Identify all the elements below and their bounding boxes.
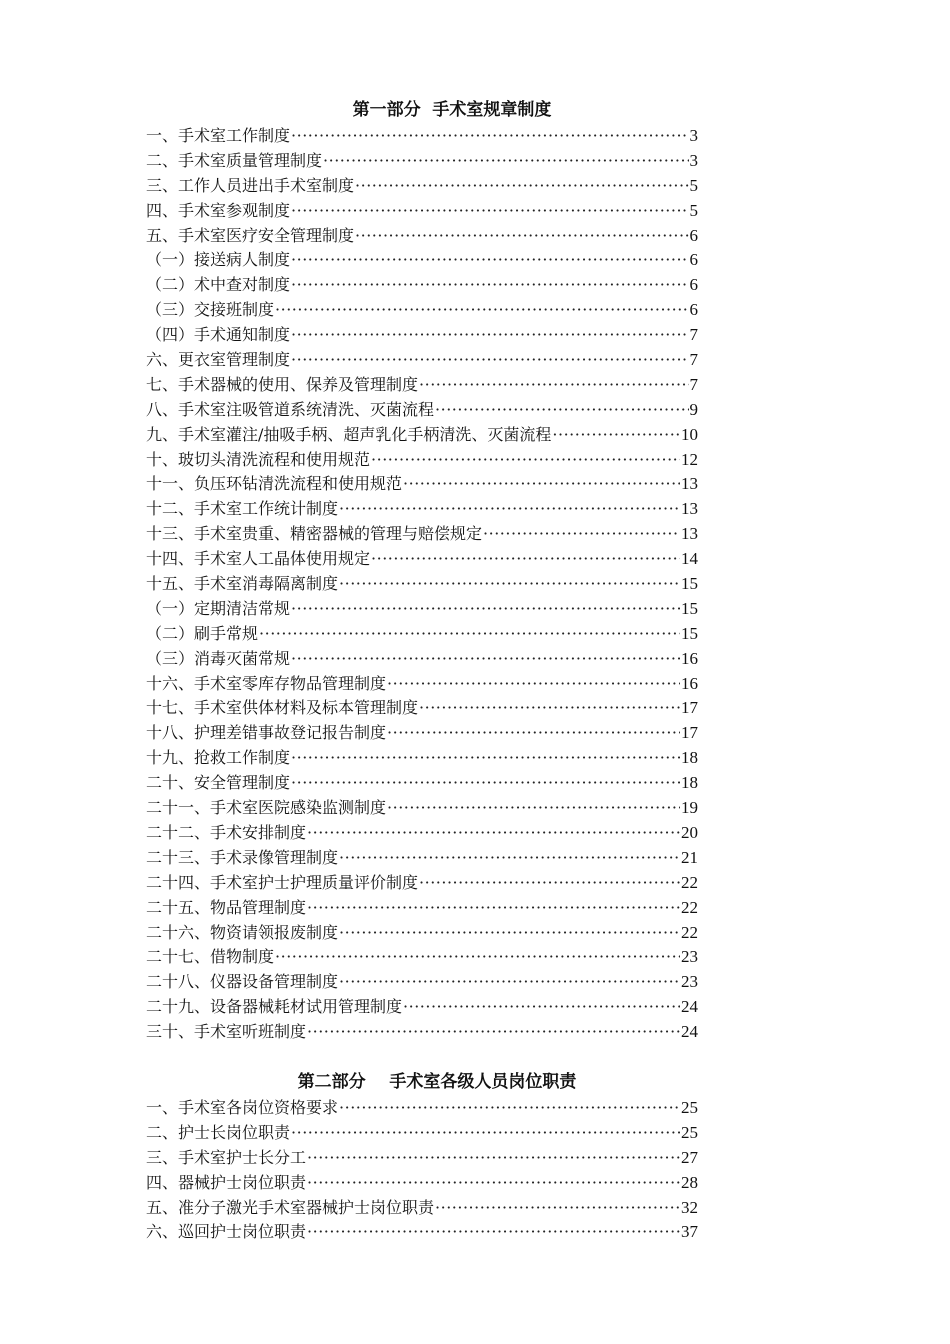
toc-item-page-number: 22 <box>681 897 698 917</box>
toc-item-label: 十三、手术室贵重、精密器械的管理与赔偿规定 <box>146 524 483 544</box>
toc-item[interactable] <box>146 522 698 547</box>
toc-item-label: 十九、抢救工作制度 <box>146 748 291 768</box>
toc-part-2 <box>146 1070 698 1245</box>
toc-dot-leader <box>355 174 688 199</box>
toc-dot-leader <box>387 672 680 697</box>
toc-item-label: （一）定期清洁常规 <box>146 598 291 618</box>
part-title: 第二部分 手术室各级人员岗位职责 <box>297 1072 577 1092</box>
toc-item-label: 三、手术室护士长分工 <box>146 1147 307 1167</box>
toc-item-label: 二十二、手术安排制度 <box>146 822 307 842</box>
toc-item[interactable] <box>146 1020 698 1045</box>
toc-item[interactable] <box>146 1220 698 1245</box>
toc-item[interactable] <box>146 672 698 697</box>
toc-item-page-number: 15 <box>681 623 698 643</box>
toc-item[interactable] <box>146 896 698 921</box>
toc-dot-leader <box>307 896 680 921</box>
toc-item[interactable] <box>146 945 698 970</box>
toc-item-page-number: 10 <box>681 424 698 444</box>
toc-item[interactable] <box>146 970 698 995</box>
toc-item-page-number: 7 <box>689 374 698 394</box>
toc-dot-leader <box>259 622 680 647</box>
toc-item[interactable] <box>146 174 698 199</box>
toc-dot-leader <box>307 1220 680 1245</box>
toc-item-label: 十、玻切头清洗流程和使用规范 <box>146 449 371 469</box>
toc-dot-leader <box>291 771 680 796</box>
toc-part-1 <box>146 98 698 1045</box>
toc-item-page-number: 6 <box>689 225 698 245</box>
toc-dot-leader <box>291 248 688 273</box>
toc-item-label: 七、手术器械的使用、保养及管理制度 <box>146 374 419 394</box>
toc-item[interactable] <box>146 298 698 323</box>
toc-item-page-number: 3 <box>689 150 698 170</box>
toc-item-page-number: 22 <box>681 922 698 942</box>
toc-dot-leader <box>419 871 680 896</box>
toc-list <box>146 1096 698 1245</box>
toc-item-page-number: 5 <box>689 175 698 195</box>
toc-item[interactable] <box>146 398 698 423</box>
toc-item-label: （一）接送病人制度 <box>146 250 291 270</box>
toc-item-page-number: 32 <box>681 1197 698 1217</box>
toc-item-page-number: 23 <box>681 972 698 992</box>
toc-dot-leader <box>339 572 680 597</box>
toc-dot-leader <box>339 846 680 871</box>
toc-item[interactable] <box>146 448 698 473</box>
toc-item[interactable] <box>146 721 698 746</box>
toc-item-page-number: 6 <box>689 275 698 295</box>
toc-item[interactable] <box>146 273 698 298</box>
toc-dot-leader <box>307 1171 680 1196</box>
toc-item[interactable] <box>146 796 698 821</box>
toc-item-label: 五、准分子激光手术室器械护士岗位职责 <box>146 1197 435 1217</box>
toc-item-label: 二十四、手术室护士护理质量评价制度 <box>146 872 419 892</box>
toc-dot-leader <box>291 1121 680 1146</box>
toc-dot-leader <box>307 821 680 846</box>
toc-dot-leader <box>339 970 680 995</box>
toc-item[interactable] <box>146 597 698 622</box>
toc-item-label: 四、手术室参观制度 <box>146 200 291 220</box>
toc-item-label: 十二、手术室工作统计制度 <box>146 499 339 519</box>
toc-item-page-number: 25 <box>681 1122 698 1142</box>
part-title: 第一部分 手术室规章制度 <box>352 100 552 120</box>
toc-item[interactable] <box>146 348 698 373</box>
toc-item-page-number: 13 <box>681 474 698 494</box>
toc-item-label: 八、手术室注吸管道系统清洗、灭菌流程 <box>146 399 435 419</box>
toc-item[interactable] <box>146 1171 698 1196</box>
toc-item[interactable] <box>146 1096 698 1121</box>
toc-dot-leader <box>435 1196 680 1221</box>
toc-item[interactable] <box>146 199 698 224</box>
toc-item-page-number: 15 <box>681 574 698 594</box>
toc-item[interactable] <box>146 821 698 846</box>
toc-item-label: （四）手术通知制度 <box>146 325 291 345</box>
toc-dot-leader <box>275 298 688 323</box>
toc-item[interactable] <box>146 423 698 448</box>
toc-item[interactable] <box>146 497 698 522</box>
toc-item-label: 一、手术室工作制度 <box>146 126 291 145</box>
toc-item-label: （二）术中查对制度 <box>146 275 291 295</box>
toc-item-page-number: 22 <box>681 872 698 892</box>
toc-dot-leader <box>403 472 680 497</box>
toc-item-page-number: 5 <box>689 200 698 220</box>
toc-item-label: 十五、手术室消毒隔离制度 <box>146 574 339 594</box>
toc-dot-leader <box>355 224 688 249</box>
toc-item-label: 九、手术室灌注/抽吸手柄、超声乳化手柄清洗、灭菌流程 <box>146 424 552 444</box>
toc-item[interactable] <box>146 846 698 871</box>
toc-item[interactable] <box>146 921 698 946</box>
toc-dot-leader <box>275 945 680 970</box>
toc-item-page-number: 12 <box>681 449 698 469</box>
toc-item-label: 三十、手术室听班制度 <box>146 1022 307 1042</box>
toc-item[interactable] <box>146 248 698 273</box>
toc-dot-leader <box>371 448 680 473</box>
toc-item-label: 四、器械护士岗位职责 <box>146 1172 307 1192</box>
toc-item-label: 六、更衣室管理制度 <box>146 350 291 370</box>
toc-dot-leader <box>339 921 680 946</box>
toc-item-page-number: 16 <box>681 673 698 693</box>
toc-dot-leader <box>323 149 688 174</box>
toc-item-page-number: 27 <box>681 1147 698 1167</box>
toc-item-label: 二、护士长岗位职责 <box>146 1122 291 1142</box>
toc-item[interactable] <box>146 323 698 348</box>
toc-item[interactable] <box>146 746 698 771</box>
toc-item-label: 二十六、物资请领报废制度 <box>146 922 339 942</box>
toc-item-page-number: 17 <box>681 698 698 718</box>
toc-item[interactable] <box>146 995 698 1020</box>
toc-dot-leader <box>387 721 680 746</box>
toc-dot-leader <box>403 995 680 1020</box>
toc-dot-leader <box>419 373 688 398</box>
toc-dot-leader <box>371 547 680 572</box>
toc-item-label: 六、巡回护士岗位职责 <box>146 1222 307 1242</box>
toc-item-label: 二、手术室质量管理制度 <box>146 150 323 170</box>
toc-item[interactable] <box>146 622 698 647</box>
toc-dot-leader <box>419 696 680 721</box>
toc-item-label: （三）交接班制度 <box>146 300 275 320</box>
toc-item-page-number: 13 <box>681 499 698 519</box>
toc-item-label: 二十九、设备器械耗材试用管理制度 <box>146 997 403 1017</box>
toc-item-label: 二十、安全管理制度 <box>146 773 291 793</box>
toc-item[interactable] <box>146 572 698 597</box>
toc-item[interactable] <box>146 771 698 796</box>
toc-item[interactable] <box>146 224 698 249</box>
toc-dot-leader <box>552 423 680 448</box>
toc-item-page-number: 14 <box>681 549 698 569</box>
toc-item[interactable] <box>146 373 698 398</box>
toc-item[interactable] <box>146 547 698 572</box>
toc-item-label: 二十一、手术室医院感染监测制度 <box>146 798 387 818</box>
toc-item[interactable] <box>146 696 698 721</box>
toc-dot-leader <box>291 348 688 373</box>
toc-item-page-number: 18 <box>681 773 698 793</box>
toc-item[interactable] <box>146 871 698 896</box>
toc-item[interactable] <box>146 1146 698 1171</box>
toc-item-label: 十六、手术室零库存物品管理制度 <box>146 673 387 693</box>
toc-item-label: 十八、护理差错事故登记报告制度 <box>146 723 387 743</box>
toc-item-page-number: 19 <box>681 798 698 818</box>
toc-item[interactable] <box>146 149 698 174</box>
toc-item-label: 五、手术室医疗安全管理制度 <box>146 225 355 245</box>
toc-item-label: 二十三、手术录像管理制度 <box>146 847 339 867</box>
toc-item-label: 十七、手术室供体材料及标本管理制度 <box>146 698 419 718</box>
toc-item-page-number: 7 <box>689 325 698 345</box>
toc-item-page-number: 6 <box>689 250 698 270</box>
toc-item[interactable] <box>146 124 698 149</box>
toc-dot-leader <box>387 796 680 821</box>
toc-item-page-number: 23 <box>681 947 698 967</box>
toc-item-label: 二十七、借物制度 <box>146 947 275 967</box>
toc-item[interactable] <box>146 472 698 497</box>
toc-item-page-number: 6 <box>689 300 698 320</box>
toc-item-label: （三）消毒灭菌常规 <box>146 648 291 668</box>
toc-dot-leader <box>483 522 680 547</box>
toc-dot-leader <box>435 398 688 423</box>
toc-item-page-number: 9 <box>689 399 698 419</box>
toc-dot-leader <box>291 124 688 149</box>
toc-item-page-number: 18 <box>681 748 698 768</box>
toc-item-page-number: 3 <box>689 126 698 145</box>
toc-dot-leader <box>307 1020 680 1045</box>
toc-item-page-number: 7 <box>689 350 698 370</box>
toc-dot-leader <box>291 647 680 672</box>
toc-dot-leader <box>291 273 688 298</box>
toc-dot-leader <box>291 199 688 224</box>
toc-dot-leader <box>291 323 688 348</box>
toc-item-page-number: 24 <box>681 1022 698 1042</box>
toc-item-page-number: 15 <box>681 598 698 618</box>
toc-item[interactable] <box>146 647 698 672</box>
toc-dot-leader <box>291 597 680 622</box>
toc-item[interactable] <box>146 1196 698 1221</box>
toc-dot-leader <box>339 1096 680 1121</box>
toc-item-label: 十一、负压环钻清洗流程和使用规范 <box>146 474 403 494</box>
toc-item-page-number: 16 <box>681 648 698 668</box>
toc-item-page-number: 25 <box>681 1098 698 1117</box>
toc-item-page-number: 24 <box>681 997 698 1017</box>
toc-list <box>146 124 698 1045</box>
toc-item-page-number: 17 <box>681 723 698 743</box>
toc-item-page-number: 28 <box>681 1172 698 1192</box>
toc-item-label: 三、工作人员进出手术室制度 <box>146 175 355 195</box>
toc-item-label: 一、手术室各岗位资格要求 <box>146 1098 339 1117</box>
toc-dot-leader <box>339 497 680 522</box>
toc-item-page-number: 20 <box>681 822 698 842</box>
toc-item[interactable] <box>146 1121 698 1146</box>
toc-item-label: 二十八、仪器设备管理制度 <box>146 972 339 992</box>
toc-item-page-number: 21 <box>681 847 698 867</box>
toc-dot-leader <box>291 746 680 771</box>
toc-item-label: （二）刷手常规 <box>146 623 259 643</box>
toc-dot-leader <box>307 1146 680 1171</box>
toc-item-page-number: 37 <box>681 1222 698 1242</box>
toc-item-label: 十四、手术室人工晶体使用规定 <box>146 549 371 569</box>
toc-item-label: 二十五、物品管理制度 <box>146 897 307 917</box>
toc-item-page-number: 13 <box>681 524 698 544</box>
